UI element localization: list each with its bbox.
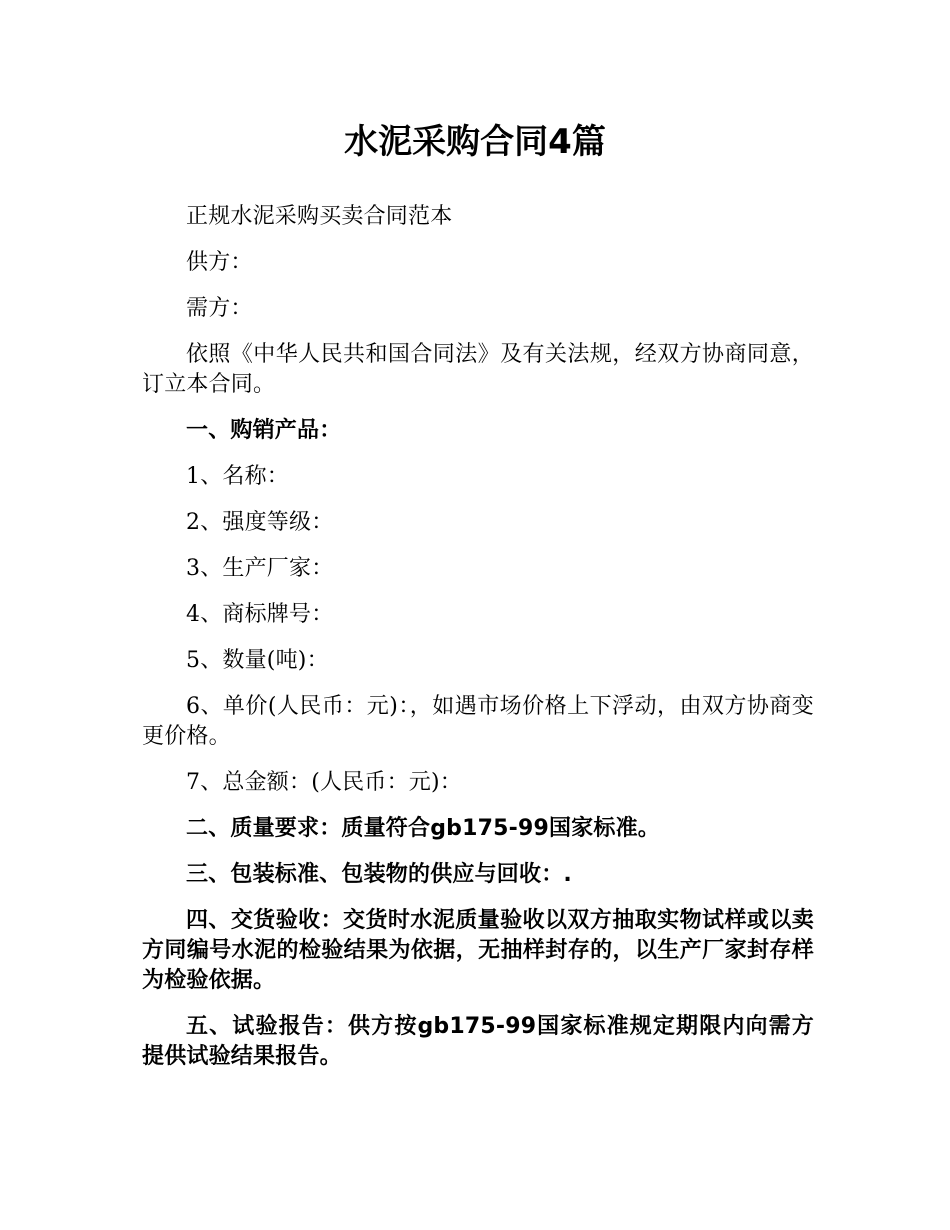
section-packaging: 三、包装标准、包装物的供应与回收：.: [186, 862, 572, 887]
contract-subtitle: 正规水泥采购买卖合同范本: [186, 204, 453, 229]
buyer-line: 需方：: [186, 296, 253, 321]
product-item-brand: 4、商标牌号：: [186, 602, 334, 627]
product-item-name: 1、名称：: [186, 464, 289, 489]
preamble-paragraph: 依照《中华人民共和国合同法》及有关法规，经双方协商同意，订立本合同。: [142, 342, 814, 397]
section-quality: 二、质量要求：质量符合gb175-99国家标准。: [186, 816, 660, 841]
product-item-total: 7、总金额：(人民币：元)：: [186, 770, 462, 795]
document-title: 水泥采购合同4篇: [344, 122, 606, 162]
product-item-manufacturer: 3、生产厂家：: [186, 556, 334, 581]
section-delivery: 四、交货验收：交货时水泥质量验收以双方抽取实物试样或以卖方同编号水泥的检验结果为依据，无抽样封存的，以生产厂家封存样为检验依据。: [142, 908, 814, 993]
section-test-report: 五、试验报告：供方按gb175-99国家标准规定期限内向需方提供试验结果报告。: [142, 1014, 814, 1069]
section-heading-products: 一、购销产品：: [186, 418, 342, 443]
product-item-unit-price: 6、单价(人民币：元)：，如遇市场价格上下浮动，由双方协商变更价格。: [142, 694, 814, 749]
document-body: [142, 202, 814, 1088]
product-item-quantity: 5、数量(吨)：: [186, 648, 329, 673]
supplier-line: 供方：: [186, 250, 253, 275]
product-item-strength: 2、强度等级：: [186, 510, 334, 535]
